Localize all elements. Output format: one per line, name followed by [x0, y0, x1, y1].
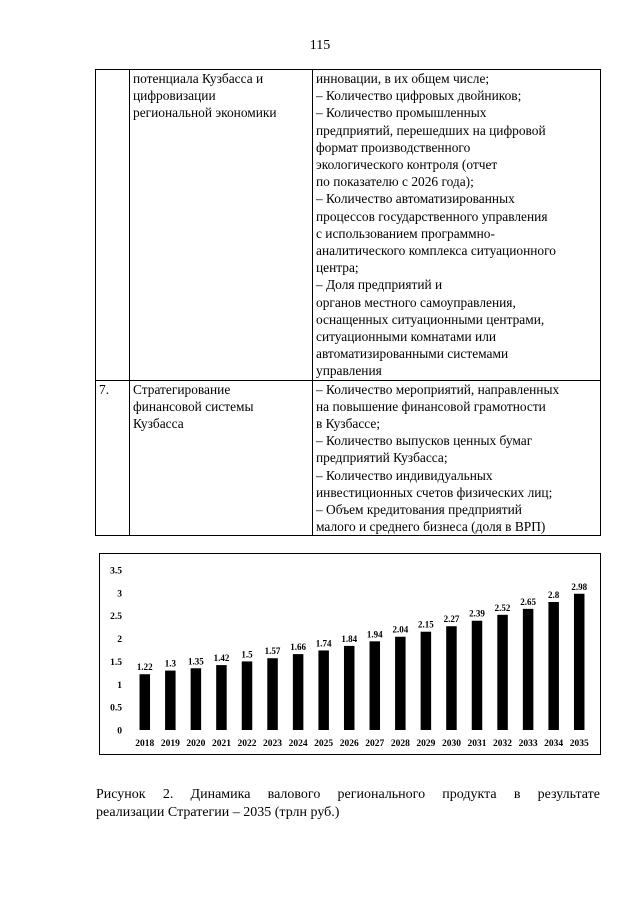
bar-2020: [191, 668, 202, 730]
row-number-cell: [96, 70, 130, 381]
row-number: 7.: [99, 381, 110, 397]
indicator-line: инвестиционных счетов физических лиц;: [316, 484, 553, 500]
bar-2030: [446, 626, 457, 730]
value-label: 1.66: [290, 642, 306, 653]
x-tick-label: 2024: [288, 739, 308, 749]
row-number-cell: [96, 380, 130, 536]
y-tick-label: 3.5: [110, 566, 122, 577]
bar-2031: [472, 621, 483, 730]
bar-2024: [293, 654, 304, 730]
indicator-line: – Количество цифровых двойников;: [316, 88, 522, 104]
bar-2018: [140, 674, 151, 730]
value-label: 2.39: [469, 608, 485, 619]
value-label: 2.15: [418, 619, 434, 630]
indicator-line: – Доля предприятий и: [316, 277, 443, 293]
bar-2032: [497, 615, 508, 730]
caption-line: реализации Стратегии – 2035 (трлн руб.): [96, 805, 340, 820]
caption-line: Рисунок 2. Динамика валового регионального продукта в результате: [96, 787, 600, 802]
value-label: 1.57: [264, 646, 281, 657]
value-label: 1.84: [341, 633, 358, 644]
x-tick-label: 2020: [186, 739, 206, 749]
table-row: [96, 70, 601, 381]
grp-chart: [99, 553, 601, 755]
direction-name-line: региональной экономики: [133, 105, 277, 121]
y-tick-label: 2: [117, 635, 122, 646]
bar-2034: [548, 602, 559, 730]
y-tick-label: 0.5: [110, 703, 122, 714]
indicator-line: процессов государственного управления: [316, 208, 548, 224]
x-tick-label: 2025: [314, 739, 334, 749]
indicator-line: ситуационными комнатами или: [316, 329, 497, 345]
indicator-line: автоматизированными системами: [316, 346, 509, 362]
x-tick-label: 2018: [135, 739, 155, 749]
indicator-line: – Количество мероприятий, направленных: [316, 381, 560, 397]
x-tick-label: 2031: [467, 739, 487, 749]
value-label: 1.35: [188, 656, 204, 667]
bar-2033: [523, 609, 534, 730]
indicator-line: малого и среднего бизнеса (доля в ВРП): [316, 519, 546, 535]
bar-2027: [370, 641, 381, 730]
x-tick-label: 2030: [441, 739, 461, 749]
strategy-indicators-table: [95, 69, 601, 536]
value-label: 2.8: [548, 590, 560, 600]
indicator-line: предприятий Кузбасса;: [316, 450, 448, 466]
bar-2028: [395, 637, 406, 730]
bar-2035: [574, 594, 585, 730]
value-label: 2.98: [571, 581, 588, 592]
indicator-line: – Количество индивидуальных: [316, 467, 493, 483]
x-tick-label: 2028: [390, 739, 410, 749]
value-label: 1.94: [366, 629, 383, 640]
page-number: 115: [309, 38, 331, 53]
indicator-line: аналитического комплекса ситуационного: [316, 243, 556, 259]
direction-name-line: финансовой системы: [133, 398, 254, 414]
x-tick-label: 2034: [544, 739, 564, 749]
y-tick-label: 3: [117, 589, 122, 600]
x-tick-label: 2035: [569, 739, 589, 749]
bar-2026: [344, 646, 355, 730]
value-label: 2.27: [443, 614, 460, 625]
direction-name-line: Кузбасса: [133, 416, 184, 432]
x-tick-label: 2033: [518, 739, 538, 749]
indicator-line: формат производственного: [316, 139, 471, 155]
value-label: 2.65: [520, 596, 536, 607]
indicator-line: – Количество выпусков ценных бумаг: [316, 433, 533, 449]
x-tick-label: 2023: [263, 739, 283, 749]
y-tick-label: 2.5: [110, 612, 122, 623]
bar-2023: [267, 658, 278, 730]
direction-name-cell: [130, 70, 313, 381]
value-label: 1.42: [213, 653, 230, 664]
x-tick-label: 2029: [416, 739, 436, 749]
table-row: [96, 380, 601, 536]
bar-2021: [216, 665, 227, 730]
value-label: 2.04: [392, 624, 409, 635]
bar-2025: [318, 650, 329, 730]
indicator-line: – Количество автоматизированных: [316, 191, 515, 207]
x-tick-label: 2026: [339, 739, 359, 749]
direction-name-cell: [130, 380, 313, 536]
direction-name-line: потенциала Кузбасса и: [133, 71, 264, 86]
x-tick-label: 2019: [160, 739, 180, 749]
value-label: 1.3: [164, 658, 176, 669]
bar-2029: [421, 632, 432, 730]
indicator-line: с использованием программно-: [316, 225, 495, 241]
value-label: 1.74: [315, 638, 332, 649]
x-tick-label: 2032: [493, 739, 513, 749]
bar-2019: [165, 671, 176, 730]
indicator-line: центра;: [316, 260, 359, 276]
x-tick-label: 2022: [237, 739, 257, 749]
y-tick-label: 0: [117, 726, 122, 737]
indicator-line: – Количество промышленных: [316, 105, 487, 121]
indicator-line: по показателю с 2026 года);: [316, 174, 474, 190]
value-label: 1.22: [136, 662, 153, 673]
y-tick-label: 1: [117, 680, 122, 691]
indicator-line: предприятий, перешедших на цифровой: [316, 122, 546, 138]
indicator-line: экологического контроля (отчет: [316, 157, 498, 173]
indicator-line: органов местного самоуправления,: [316, 294, 516, 310]
indicator-line: в Кузбассе;: [316, 416, 381, 432]
indicators-cell: [313, 70, 601, 381]
bar-2022: [242, 661, 253, 730]
direction-name-line: Стратегирование: [133, 381, 231, 397]
x-tick-label: 2027: [365, 739, 385, 749]
direction-name-line: цифровизации: [133, 88, 216, 104]
value-label: 2.52: [494, 602, 511, 613]
grp-bar-chart: [100, 554, 600, 754]
value-label: 1.5: [241, 649, 253, 660]
indicator-line: управления: [316, 363, 382, 379]
indicator-line: на повышение финансовой грамотности: [316, 398, 546, 414]
indicator-line: – Объем кредитования предприятий: [316, 502, 522, 518]
indicator-line: оснащенных ситуационными центрами,: [316, 311, 545, 327]
figure-caption: [96, 786, 600, 822]
indicators-cell: [313, 380, 601, 536]
x-tick-label: 2021: [211, 739, 231, 749]
indicator-line: инновации, в их общем числе;: [316, 71, 490, 86]
y-tick-label: 1.5: [110, 657, 122, 668]
